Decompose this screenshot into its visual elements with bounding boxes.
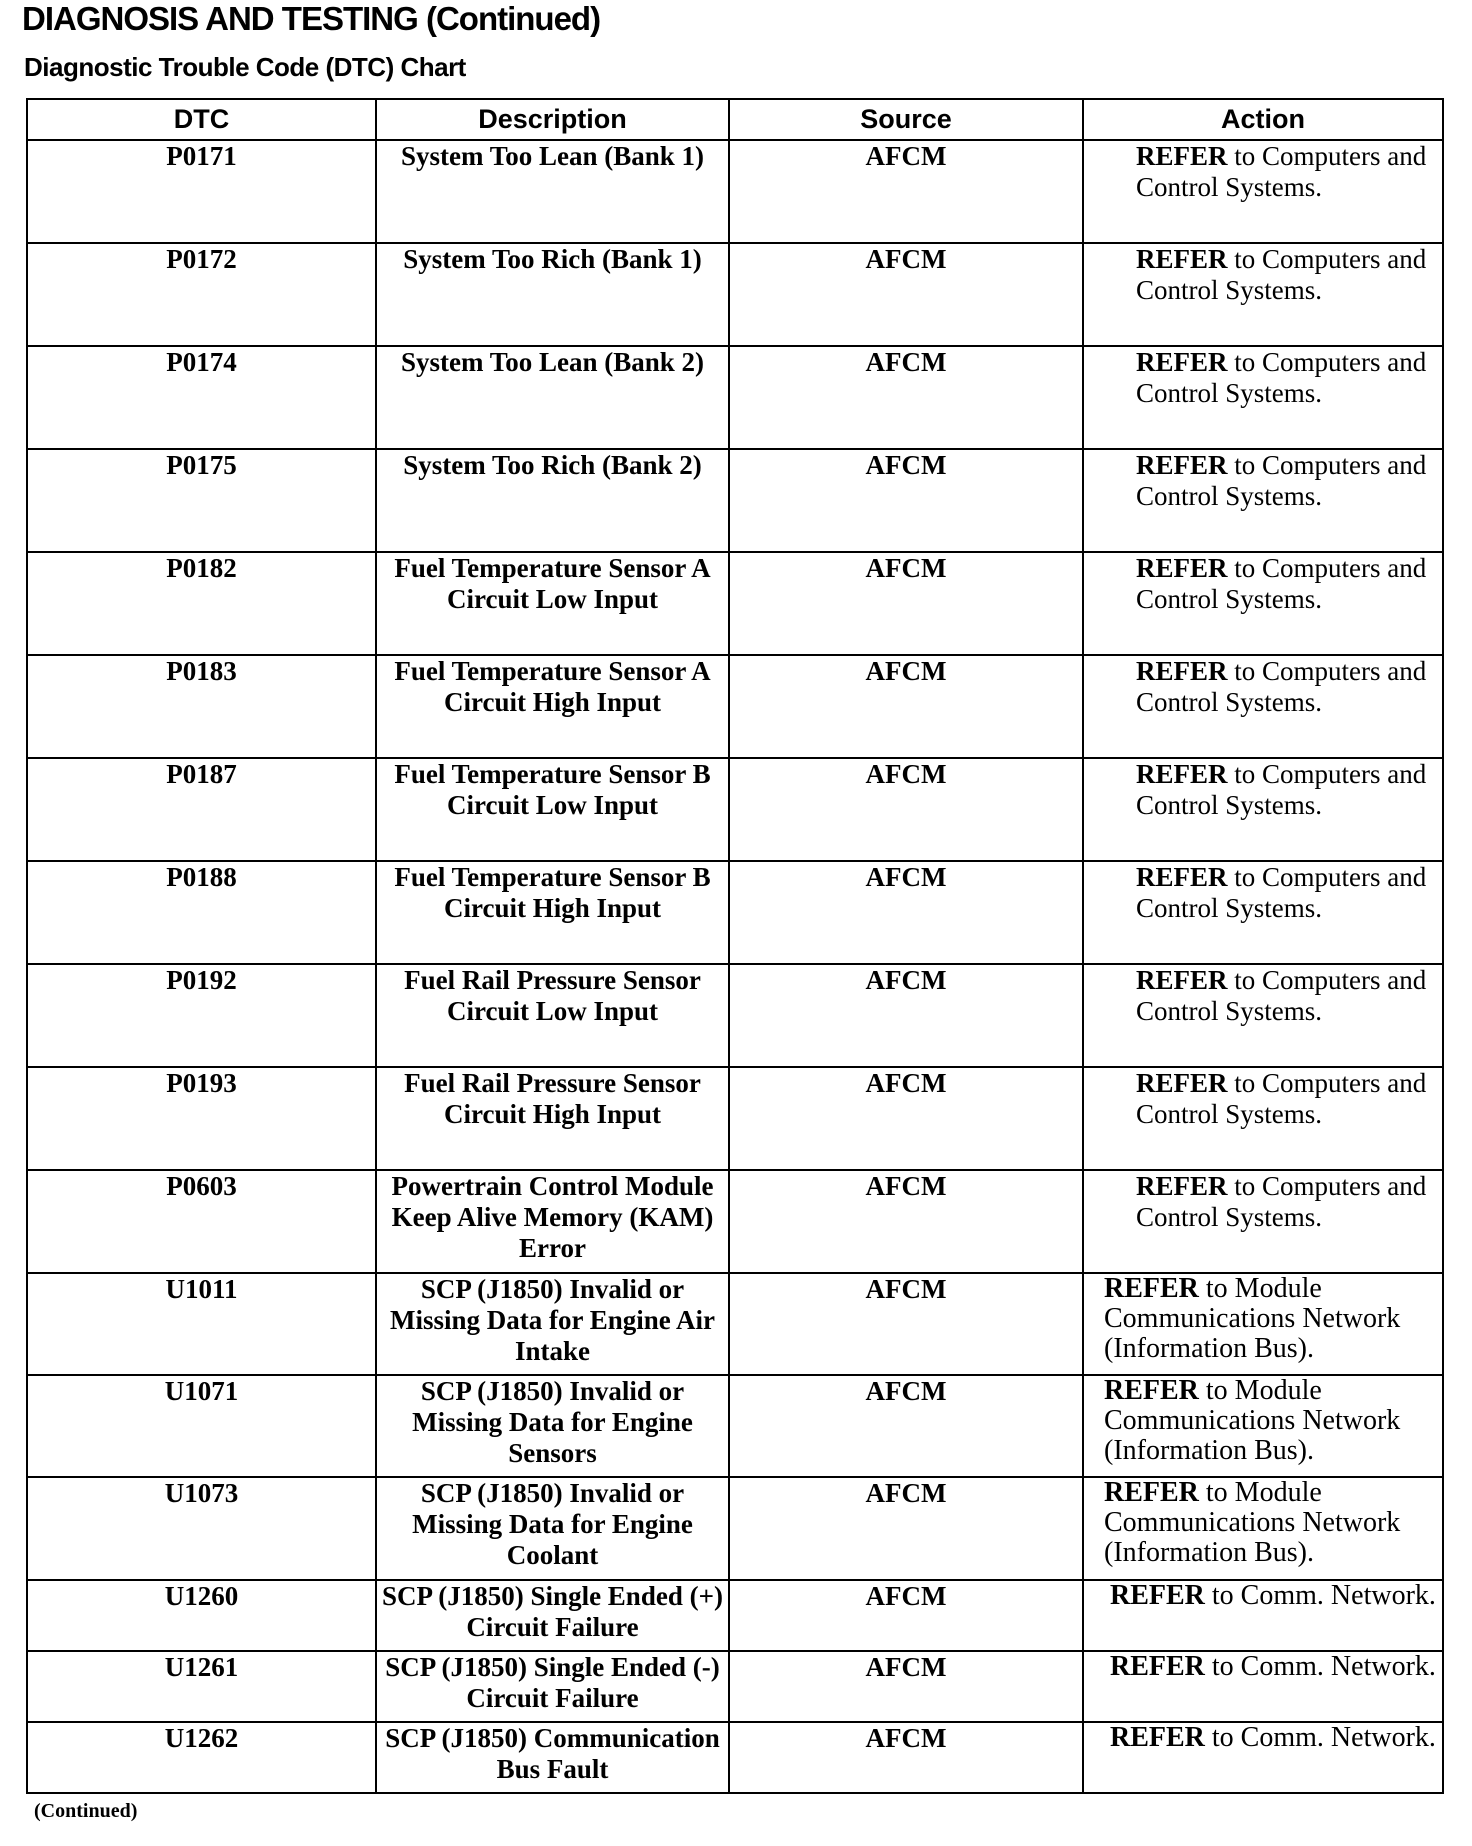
dtc-description: Fuel Temperature Sensor B Circuit Low Input — [376, 758, 729, 861]
table-header-row — [27, 99, 1443, 140]
dtc-source: AFCM — [729, 449, 1083, 552]
action-refer: REFER — [1104, 1273, 1199, 1304]
action-refer: REFER — [1136, 1068, 1228, 1098]
dtc-code: U1073 — [27, 1477, 376, 1580]
action-text: to Computers and Control Systems. — [1136, 141, 1427, 202]
dtc-description: Fuel Temperature Sensor A Circuit Low Input — [376, 552, 729, 655]
dtc-code: U1260 — [27, 1580, 376, 1651]
dtc-action — [1083, 1722, 1443, 1793]
action-text: to Computers and Control Systems. — [1136, 450, 1427, 511]
action-text: to Module Communications Network (Information Bus). — [1104, 1477, 1401, 1568]
continued-note: (Continued) — [34, 1800, 138, 1822]
table-row — [27, 1651, 1443, 1722]
dtc-description: SCP (J1850) Invalid or Missing Data for Engine Sensors — [376, 1375, 729, 1477]
dtc-description: System Too Rich (Bank 2) — [376, 449, 729, 552]
dtc-action — [1083, 1067, 1443, 1170]
action-refer: REFER — [1104, 1375, 1199, 1406]
dtc-source: AFCM — [729, 1477, 1083, 1580]
dtc-description: SCP (J1850) Communication Bus Fault — [376, 1722, 729, 1793]
dtc-code: P0175 — [27, 449, 376, 552]
action-text: to Computers and Control Systems. — [1136, 965, 1427, 1026]
action-refer: REFER — [1136, 656, 1228, 686]
action-text: to Computers and Control Systems. — [1136, 862, 1427, 923]
dtc-description: System Too Lean (Bank 2) — [376, 346, 729, 449]
dtc-code: P0188 — [27, 861, 376, 964]
dtc-description: Fuel Temperature Sensor A Circuit High Input — [376, 655, 729, 758]
dtc-code: P0192 — [27, 964, 376, 1067]
dtc-source: AFCM — [729, 861, 1083, 964]
table-row — [27, 552, 1443, 655]
action-text: to Module Communications Network (Information Bus). — [1104, 1375, 1401, 1466]
dtc-source: AFCM — [729, 243, 1083, 346]
dtc-description: SCP (J1850) Invalid or Missing Data for Engine Coolant — [376, 1477, 729, 1580]
action-refer: REFER — [1110, 1722, 1205, 1753]
table-row — [27, 449, 1443, 552]
dtc-code: P0172 — [27, 243, 376, 346]
dtc-description: SCP (J1850) Single Ended (-) Circuit Failure — [376, 1651, 729, 1722]
dtc-action — [1083, 1170, 1443, 1273]
dtc-action — [1083, 655, 1443, 758]
chart-title: Diagnostic Trouble Code (DTC) Chart — [24, 52, 466, 82]
dtc-description: SCP (J1850) Invalid or Missing Data for Engine Air Intake — [376, 1273, 729, 1375]
table-row — [27, 964, 1443, 1067]
table-row — [27, 140, 1443, 243]
dtc-action — [1083, 243, 1443, 346]
dtc-code: U1262 — [27, 1722, 376, 1793]
table-row — [27, 1580, 1443, 1651]
dtc-source: AFCM — [729, 964, 1083, 1067]
dtc-source: AFCM — [729, 1067, 1083, 1170]
dtc-description: System Too Rich (Bank 1) — [376, 243, 729, 346]
dtc-code: P0603 — [27, 1170, 376, 1273]
table-row — [27, 1375, 1443, 1477]
dtc-action — [1083, 1580, 1443, 1651]
dtc-description: Powertrain Control Module Keep Alive Memory (KAM) Error — [376, 1170, 729, 1273]
dtc-source: AFCM — [729, 655, 1083, 758]
action-text: to Comm. Network. — [1204, 1580, 1436, 1611]
dtc-table — [26, 98, 1444, 1794]
column-header-action: Action — [1083, 99, 1443, 140]
table-row — [27, 1067, 1443, 1170]
dtc-code: P0171 — [27, 140, 376, 243]
dtc-source: AFCM — [729, 1375, 1083, 1477]
dtc-action — [1083, 346, 1443, 449]
dtc-action — [1083, 449, 1443, 552]
action-text: to Comm. Network. — [1204, 1651, 1436, 1682]
dtc-description: SCP (J1850) Single Ended (+) Circuit Failure — [376, 1580, 729, 1651]
action-refer: REFER — [1110, 1651, 1205, 1682]
table-row — [27, 243, 1443, 346]
dtc-action — [1083, 1651, 1443, 1722]
dtc-code: P0182 — [27, 552, 376, 655]
dtc-action — [1083, 964, 1443, 1067]
table-row — [27, 758, 1443, 861]
action-refer: REFER — [1136, 553, 1228, 583]
dtc-description: Fuel Rail Pressure Sensor Circuit High Input — [376, 1067, 729, 1170]
dtc-source: AFCM — [729, 1580, 1083, 1651]
dtc-description: System Too Lean (Bank 1) — [376, 140, 729, 243]
dtc-code: P0193 — [27, 1067, 376, 1170]
page-title: DIAGNOSIS AND TESTING (Continued) — [22, 0, 601, 37]
action-refer: REFER — [1110, 1580, 1205, 1611]
table-row — [27, 346, 1443, 449]
dtc-source: AFCM — [729, 346, 1083, 449]
dtc-source: AFCM — [729, 1170, 1083, 1273]
dtc-action — [1083, 1273, 1443, 1375]
dtc-code: U1011 — [27, 1273, 376, 1375]
dtc-source: AFCM — [729, 552, 1083, 655]
table-row — [27, 1722, 1443, 1793]
dtc-action — [1083, 552, 1443, 655]
dtc-action — [1083, 1477, 1443, 1580]
action-text: to Comm. Network. — [1204, 1722, 1436, 1753]
table-row — [27, 1477, 1443, 1580]
dtc-action — [1083, 140, 1443, 243]
action-refer: REFER — [1136, 965, 1228, 995]
action-text: to Module Communications Network (Information Bus). — [1104, 1273, 1401, 1364]
action-refer: REFER — [1136, 862, 1228, 892]
table-row — [27, 1273, 1443, 1375]
action-refer: REFER — [1136, 450, 1228, 480]
action-refer: REFER — [1136, 141, 1228, 171]
column-header-dtc: DTC — [27, 99, 376, 140]
action-text: to Computers and Control Systems. — [1136, 553, 1427, 614]
dtc-source: AFCM — [729, 140, 1083, 243]
dtc-source: AFCM — [729, 1651, 1083, 1722]
action-refer: REFER — [1136, 347, 1228, 377]
column-header-description: Description — [376, 99, 729, 140]
dtc-code: U1261 — [27, 1651, 376, 1722]
dtc-code: P0187 — [27, 758, 376, 861]
action-refer: REFER — [1136, 759, 1228, 789]
dtc-description: Fuel Rail Pressure Sensor Circuit Low Input — [376, 964, 729, 1067]
action-text: to Computers and Control Systems. — [1136, 244, 1427, 305]
dtc-code: P0183 — [27, 655, 376, 758]
action-text: to Computers and Control Systems. — [1136, 759, 1427, 820]
dtc-source: AFCM — [729, 1273, 1083, 1375]
dtc-action — [1083, 861, 1443, 964]
table-row — [27, 1170, 1443, 1273]
dtc-source: AFCM — [729, 758, 1083, 861]
action-refer: REFER — [1136, 244, 1228, 274]
action-refer: REFER — [1136, 1171, 1228, 1201]
action-text: to Computers and Control Systems. — [1136, 347, 1427, 408]
table-row — [27, 861, 1443, 964]
action-text: to Computers and Control Systems. — [1136, 656, 1427, 717]
column-header-source: Source — [729, 99, 1083, 140]
table-row — [27, 655, 1443, 758]
action-refer: REFER — [1104, 1477, 1199, 1508]
dtc-description: Fuel Temperature Sensor B Circuit High Input — [376, 861, 729, 964]
dtc-code: U1071 — [27, 1375, 376, 1477]
dtc-source: AFCM — [729, 1722, 1083, 1793]
dtc-action — [1083, 1375, 1443, 1477]
dtc-code: P0174 — [27, 346, 376, 449]
dtc-action — [1083, 758, 1443, 861]
action-text: to Computers and Control Systems. — [1136, 1171, 1427, 1232]
action-text: to Computers and Control Systems. — [1136, 1068, 1427, 1129]
